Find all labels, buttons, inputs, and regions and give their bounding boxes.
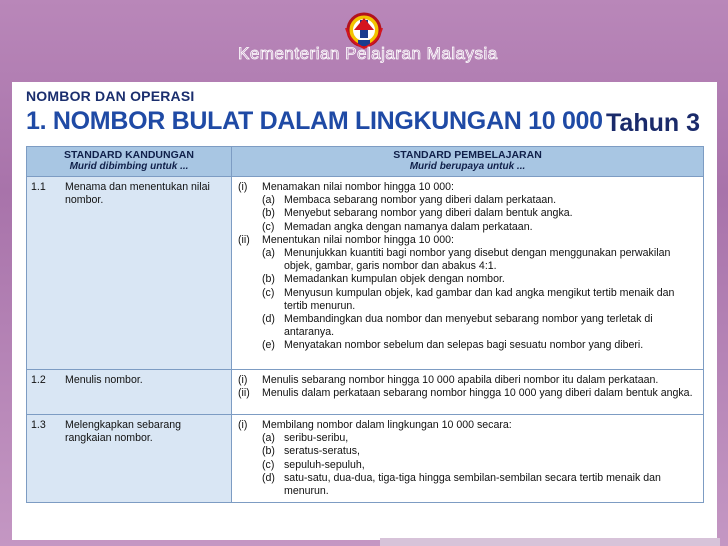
learning-sub-item: [238, 273, 697, 286]
year-label: Tahun 3: [606, 109, 700, 137]
learning-standard-item: [238, 387, 697, 400]
item-text: Menentukan nilai nombor hingga 10 000:: [262, 233, 455, 246]
item-text: Membilang nombor dalam lingkungan 10 000 secara:: [262, 419, 512, 432]
sub-item-text: seratus-seratus,: [284, 445, 360, 458]
learning-sub-item: [238, 207, 697, 220]
column-header-standard-kandungan: [27, 147, 232, 177]
sub-item-text: Membaca sebarang nombor yang diberi dalam perkataan.: [284, 194, 557, 207]
item-label: (i): [238, 419, 248, 432]
sub-item-text: Menyebut sebarang nombor yang diberi dalam bentuk angka.: [284, 207, 573, 220]
table-row: [27, 369, 704, 414]
sub-item-label: (a): [262, 432, 275, 445]
item-label: (ii): [238, 386, 250, 399]
footer-strip: [380, 538, 720, 546]
column-header-label: STANDARD PEMBELAJARAN: [393, 149, 542, 161]
sub-item-label: (b): [262, 445, 275, 458]
sub-item-text: Membandingkan dua nombor dan menyebut sebarang nombor yang terletak di antaranya.: [284, 313, 653, 339]
standard-kandungan: [31, 181, 227, 207]
learning-standard-item: [238, 181, 697, 194]
standard-text: Melengkapkan sebarang rangkaian nombor.: [65, 419, 182, 445]
table-row: [27, 177, 704, 370]
standard-kandungan-cell: [27, 177, 232, 370]
sub-item-text: Memadan angka dengan namanya dalam perkataan.: [284, 220, 533, 233]
sub-item-text: Memadankan kumpulan objek dengan nombor.: [284, 273, 505, 286]
standard-kandungan: [31, 419, 227, 445]
sub-item-label: (a): [262, 247, 275, 260]
standard-text: Menama dan menentukan nilai nombor.: [65, 181, 210, 207]
sub-item-text: Menunjukkan kuantiti bagi nombor yang disebut dengan menggunakan perwakilan objek, gambar, garis nombor dan abakus 4:1.: [284, 247, 671, 273]
sub-item-label: (b): [262, 207, 275, 220]
sub-item-text: Menyusun kumpulan objek, kad gambar dan kad angka mengikut tertib menaik dan tertib menurun.: [284, 286, 675, 312]
item-text: Menulis dalam perkataan sebarang nombor hingga 10 000 yang diberi dalam bentuk angka.: [262, 386, 693, 399]
learning-standard-item: [238, 234, 697, 247]
learning-sub-item: [238, 221, 697, 234]
standard-kandungan: [31, 374, 227, 387]
learning-sub-item: [238, 459, 697, 472]
learning-sub-item: [238, 339, 697, 352]
item-text: Menamakan nilai nombor hingga 10 000:: [262, 181, 454, 193]
item-label: (i): [238, 181, 248, 193]
standard-pembelajaran-cell: [232, 177, 704, 370]
sub-item-text: sepuluh-sepuluh,: [284, 458, 365, 471]
sub-item-label: (c): [262, 286, 275, 299]
table-row: [27, 415, 704, 503]
item-label: (i): [238, 373, 248, 386]
standard-number: 1.2: [31, 373, 46, 386]
learning-standard-item: [238, 374, 697, 387]
sub-item-text: Menyatakan nombor sebelum dan selepas bagi sesuatu nombor yang diberi.: [284, 339, 644, 352]
column-header-standard-pembelajaran: [232, 147, 704, 177]
standard-kandungan-cell: [27, 369, 232, 414]
page-title: 1. NOMBOR BULAT DALAM LINGKUNGAN 10 000: [26, 107, 603, 135]
sub-item-label: (a): [262, 194, 275, 207]
item-label: (ii): [238, 233, 250, 246]
standard-number: 1.3: [31, 419, 46, 432]
sub-item-label: (e): [262, 339, 275, 352]
learning-standard-item: [238, 419, 697, 432]
learning-sub-item: [238, 287, 697, 313]
row-spacer: [238, 353, 697, 365]
topic-heading: NOMBOR DAN OPERASI: [26, 88, 195, 104]
row-spacer: [238, 400, 697, 410]
sub-item-label: (c): [262, 220, 275, 233]
learning-sub-item: [238, 313, 697, 339]
column-header-subtitle: Murid berupaya untuk ...: [409, 161, 526, 172]
item-text: Menulis sebarang nombor hingga 10 000 apabila diberi nombor itu dalam perkataan.: [262, 373, 659, 386]
standard-pembelajaran-cell: [232, 369, 704, 414]
standard-number: 1.1: [31, 181, 46, 193]
learning-sub-item: [238, 472, 697, 498]
sub-item-label: (d): [262, 471, 275, 484]
sub-item-label: (b): [262, 273, 275, 286]
sub-item-text: satu-satu, dua-dua, tiga-tiga hingga sembilan-sembilan secara tertib menaik dan menurun.: [284, 471, 661, 498]
standard-pembelajaran-cell: [232, 415, 704, 503]
learning-sub-item: [238, 432, 697, 445]
sub-item-label: (c): [262, 458, 275, 471]
learning-sub-item: [238, 445, 697, 458]
standards-table: [26, 146, 704, 503]
standard-kandungan-cell: [27, 415, 232, 503]
sub-item-label: (d): [262, 313, 275, 326]
column-header-subtitle: Murid dibimbing untuk ...: [69, 161, 189, 172]
sub-item-text: seribu-seribu,: [284, 432, 349, 445]
column-header-label: STANDARD KANDUNGAN: [64, 149, 194, 161]
ministry-name: Kementerian Pelajaran Malaysia: [238, 44, 498, 63]
learning-sub-item: [238, 247, 697, 273]
standard-text: Menulis nombor.: [65, 373, 143, 386]
learning-sub-item: [238, 194, 697, 207]
